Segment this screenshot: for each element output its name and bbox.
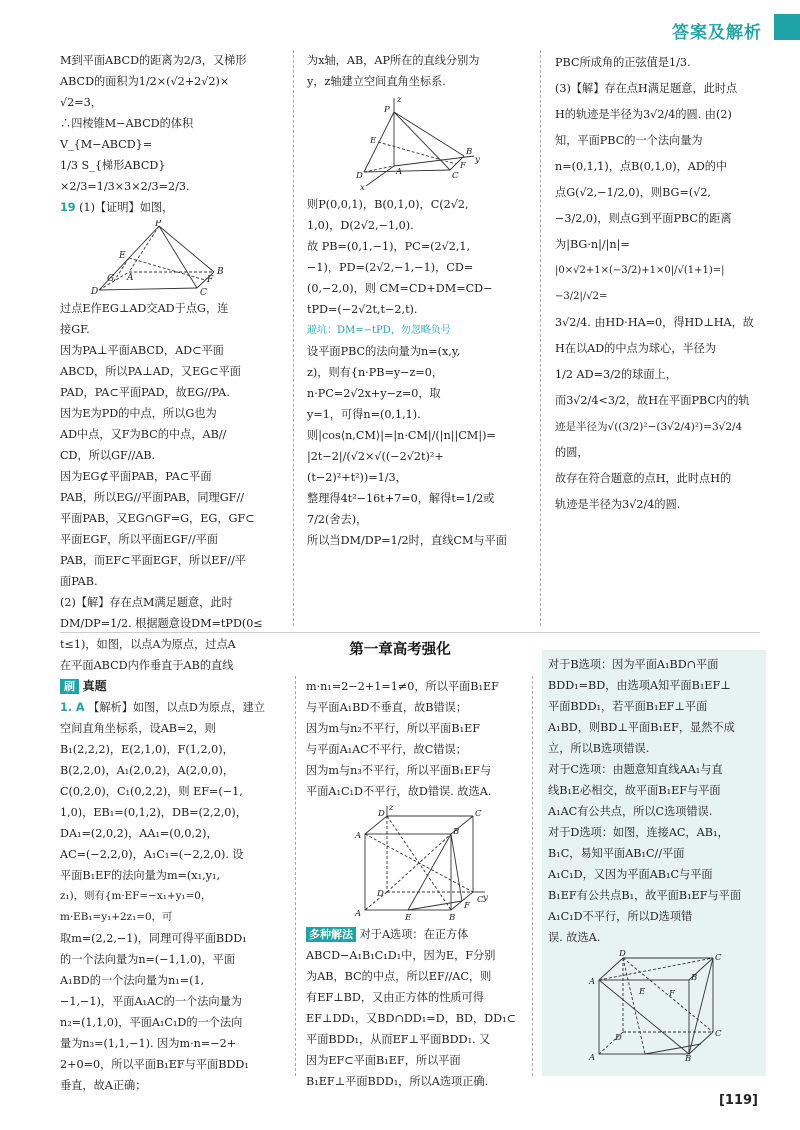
text-line: 垂直，故A正确； bbox=[60, 1079, 147, 1092]
text-line: m·n₁=2−2+1=1≠0，所以平面B₁EF bbox=[306, 680, 499, 693]
page-number: [119] bbox=[718, 1093, 758, 1108]
svg-text:C: C bbox=[475, 809, 482, 819]
section-tag-label: 真题 bbox=[82, 679, 107, 693]
text-line: y=1，可得n=(0,1,1). bbox=[307, 408, 421, 421]
text-line: 取m=(2,2,−1)，同理可得平面BDD₁ bbox=[60, 932, 247, 945]
svg-text:y: y bbox=[475, 155, 480, 165]
svg-text:F: F bbox=[207, 275, 214, 285]
text-line: BDD₁=BD，由选项A知平面B₁EF⊥ bbox=[548, 679, 731, 692]
svg-text:B: B bbox=[691, 973, 698, 983]
svg-text:D: D bbox=[619, 950, 626, 959]
text-line: 整理得4t²−16t+7=0，解得t=1/2或 bbox=[307, 492, 495, 505]
bottom-column-1 bbox=[60, 676, 284, 1096]
text-line: C(0,2,0)，C₁(0,2,2)，则 EF=(−1, bbox=[60, 785, 243, 798]
svg-text:D: D bbox=[377, 889, 384, 899]
text-line: 的一个法向量为n=(−1,1,0)，平面 bbox=[60, 953, 236, 966]
text-line: 1/2 AD=3/2的球面上， bbox=[555, 368, 677, 381]
svg-text:x: x bbox=[360, 183, 365, 192]
cube-figure-2 bbox=[579, 950, 729, 1062]
multi-method-tag: 多种解法 bbox=[306, 927, 356, 942]
text-line: 对于A选项：在正方体 bbox=[359, 928, 469, 941]
text-line: 因为E为PD的中点，所以G也为 bbox=[60, 407, 217, 420]
svg-text:y: y bbox=[483, 893, 488, 903]
text-line: −1)，PD=(2√2,−1,−1)，CD= bbox=[307, 261, 474, 274]
text-line: ∴四棱锥M−ABCD的体积V_{M−ABCD}= bbox=[60, 117, 194, 151]
svg-text:F: F bbox=[669, 989, 675, 999]
svg-text:D: D bbox=[615, 1033, 622, 1043]
svg-text:C: C bbox=[715, 1029, 722, 1039]
text-line: n₂=(1,1,0)，平面A₁C₁D的一个法向 bbox=[60, 1016, 243, 1029]
text-line: DM/DP=1/2. 根据题意设DM=tPD(0≤ bbox=[60, 617, 263, 630]
text-line: AC=(−2,2,0)，A₁C₁=(−2,2,0). 设 bbox=[60, 848, 244, 861]
text-line: 因为m与n₂不平行，所以平面B₁EF bbox=[306, 722, 480, 735]
column-divider bbox=[540, 50, 541, 626]
svg-text:C: C bbox=[477, 895, 484, 905]
svg-text:D: D bbox=[356, 171, 363, 181]
svg-text:P: P bbox=[384, 105, 390, 115]
text-line: B₁C，易知平面AB₁C//平面 bbox=[548, 847, 685, 860]
text-line: EF⊥DD₁，又BD∩DD₁=D，BD，DD₁⊂ bbox=[306, 1012, 516, 1025]
text-line: 【解析】如图，以点D为原点，建立 bbox=[88, 701, 265, 714]
text-line: 为AB，BC的中点，所以EF//AC，则 bbox=[306, 970, 492, 983]
page-header bbox=[500, 0, 800, 44]
svg-text:C: C bbox=[715, 953, 722, 963]
text-line: 线B₁E必相交，故平面B₁EF与平面 bbox=[548, 784, 721, 797]
text-line: 而3√2/4<3/2，故H在平面PBC内的轨 bbox=[555, 394, 750, 407]
text-line: 3√2/4. 由HD·HA=0，得HD⊥HA，故 bbox=[555, 316, 754, 329]
svg-text:E: E bbox=[370, 136, 377, 146]
text-line: CD，所以GF//AB. bbox=[60, 449, 156, 462]
text-line: 故存在符合题意的点H，此时点H的 bbox=[555, 472, 732, 485]
text-line: B₁EF有公共点B₁，故平面B₁EF与平面 bbox=[548, 889, 742, 902]
text-line: H在以AD的中点为球心，半径为 bbox=[555, 342, 717, 355]
question-number: 1. A bbox=[60, 701, 85, 714]
text-line: H的轨迹是半径为3√2/4的圆. 由(2) bbox=[555, 108, 732, 121]
coordinate-pyramid-figure bbox=[332, 94, 482, 192]
svg-text:A: A bbox=[127, 273, 134, 283]
text-line: 点G(√2,−1/2,0)，则BG=(√2, bbox=[555, 186, 711, 199]
text-line: 因为m与n₃不平行，所以平面B₁EF与 bbox=[306, 764, 492, 777]
text-line: M到平面ABCD的距离为2/3，又梯形 bbox=[60, 54, 247, 67]
header-title: 答案及解析 bbox=[672, 23, 762, 43]
svg-text:E: E bbox=[119, 251, 126, 261]
text-line: 则P(0,0,1)，B(0,1,0)，C(2√2, bbox=[307, 198, 469, 211]
text-line: 平面A₁C₁D不平行，故D错误. 故选A. bbox=[306, 785, 492, 798]
text-line: A₁BD的一个法向量为n₁=(1, bbox=[60, 974, 205, 987]
svg-text:A: A bbox=[589, 1053, 596, 1062]
text-line: AD中点，又F为BC的中点，AB// bbox=[60, 428, 227, 441]
text-line: tPD=(−2√2t,t−2,t). bbox=[307, 303, 418, 316]
svg-text:D: D bbox=[378, 809, 385, 819]
text-line: 误. 故选A. bbox=[548, 931, 601, 944]
text-line: 平面BDD₁，若平面B₁EF⊥平面 bbox=[548, 700, 708, 713]
text-line: 设平面PBC的法向量为n=(x,y, bbox=[307, 345, 461, 358]
text-line: 与平面A₁BD不垂直，故B错误； bbox=[306, 701, 468, 714]
text-line: 知，平面PBC的一个法向量为 bbox=[555, 134, 703, 147]
text-line: 1/3 S_{梯形ABCD}×2/3=1/3×3×2/3=2/3. bbox=[60, 159, 190, 193]
svg-text:P: P bbox=[155, 220, 162, 229]
svg-text:B: B bbox=[466, 147, 473, 157]
text-line: 1,0)，EB₁=(0,1,2)，DB=(2,2,0)， bbox=[60, 806, 247, 819]
svg-text:A: A bbox=[355, 909, 362, 919]
text-line: 则|cos⟨n,CM⟩|=|n·CM|/(|n||CM|)= bbox=[307, 429, 496, 442]
column-divider bbox=[532, 676, 533, 1076]
text-line: 因为EF⊂平面B₁EF，所以平面 bbox=[306, 1054, 461, 1067]
text-line: 的圆， bbox=[555, 446, 589, 459]
text-line: 平面PAB，又EG∩GF=G，EG，GF⊂ bbox=[60, 512, 255, 525]
text-line: ABCD，所以PA⊥AD，又EG⊂平面 bbox=[60, 365, 241, 378]
text-line: 与平面A₁AC不平行，故C错误； bbox=[306, 743, 467, 756]
text-line: 接GF. bbox=[60, 323, 90, 336]
text-line: 对于C选项：由题意知直线AA₁与直 bbox=[548, 763, 723, 776]
text-line: 对于D选项：如图，连接AC，AB₁， bbox=[548, 826, 729, 839]
text-line: |2t−2|/(√2×√((−2√2t)²+(t−2)²+t²))=1/3， bbox=[307, 450, 444, 484]
text-line: 为|BG·n|/|n|= bbox=[555, 238, 630, 251]
text-line: 轨迹是半径为3√2/4的圆. bbox=[555, 498, 681, 511]
svg-text:E: E bbox=[405, 913, 412, 922]
text-line: 过点E作EG⊥AD交AD于点G，连 bbox=[60, 302, 229, 315]
column-divider bbox=[293, 50, 294, 626]
text-line: 对于B选项：因为平面A₁BD∩平面 bbox=[548, 658, 719, 671]
cube-figure bbox=[341, 804, 491, 922]
text-line: 平面B₁EF的法向量为m=(x₁,y₁, bbox=[60, 869, 221, 882]
svg-text:B: B bbox=[453, 827, 460, 837]
text-line: 因为EG⊄平面PAB，PA⊂平面 bbox=[60, 470, 212, 483]
text-line: −1,−1)，平面A₁AC的一个法向量为 bbox=[60, 995, 242, 1008]
text-line: A₁C₁D不平行，所以D选项错 bbox=[548, 910, 693, 923]
bottom-column-2 bbox=[306, 676, 526, 1092]
top-column-1 bbox=[60, 50, 278, 676]
question-19-heading bbox=[60, 197, 278, 218]
text-line: 在平面ABCD内作垂直于AB的直线 bbox=[60, 659, 234, 672]
text-line: PBC所成角的正弦值是1/3. bbox=[555, 56, 691, 69]
top-column-2 bbox=[307, 50, 507, 551]
text-line: ABCD的面积为1/2×(√2+2√2)× bbox=[60, 75, 230, 88]
svg-text:A: A bbox=[589, 977, 596, 987]
text-line: 2+0=0，所以平面B₁EF与平面BDD₁ bbox=[60, 1058, 249, 1071]
text-line: 量为n₃=(1,1,−1). 因为m·n=−2+ bbox=[60, 1037, 237, 1050]
svg-text:z: z bbox=[397, 95, 402, 105]
svg-text:F: F bbox=[464, 901, 470, 911]
text-line: √2=3， bbox=[60, 96, 102, 109]
text-line: A₁AC有公共点，所以C选项错误. bbox=[548, 805, 713, 818]
text-line: z₁)，则有{m·EF=−x₁+y₁=0，m·EB₁=y₁+2z₁=0，可 bbox=[60, 890, 212, 923]
text-line: PAB，而EF⊂平面EGF，所以EF//平 bbox=[60, 554, 246, 567]
section-divider bbox=[60, 632, 760, 633]
section-tag: 刷 bbox=[60, 679, 79, 694]
text-line: A₁C₁D，又因为平面AB₁C与平面 bbox=[548, 868, 713, 881]
top-column-3 bbox=[555, 50, 755, 518]
text-line: 故 PB=(0,1,−1)，PC=(2√2,1, bbox=[307, 240, 471, 253]
answer-line bbox=[60, 697, 284, 718]
svg-text:B: B bbox=[449, 913, 456, 922]
text-line: 平面EGF，所以平面EGF//平面 bbox=[60, 533, 218, 546]
text-line: 为x轴，AB，AP所在的直线分别为 bbox=[307, 54, 480, 67]
text-line: 面PAB. bbox=[60, 575, 98, 588]
svg-text:E: E bbox=[639, 987, 646, 997]
svg-text:B: B bbox=[217, 267, 224, 277]
question-number: 19 bbox=[60, 201, 76, 214]
header-accent-bar bbox=[774, 14, 800, 40]
text-line: −3/2,0)，则点G到平面PBC的距离 bbox=[555, 212, 732, 225]
method-line bbox=[306, 924, 526, 945]
text-line: 7/2(舍去)， bbox=[307, 513, 368, 526]
text-line: n=(0,1,1)，点B(0,1,0)，AD的中 bbox=[555, 160, 728, 173]
text-line: |0×√2+1×(−3/2)+1×0|/√(1+1)=|−3/2|/√2= bbox=[555, 265, 725, 302]
svg-text:z: z bbox=[389, 804, 394, 813]
svg-text:C: C bbox=[452, 171, 459, 181]
text-line: PAB，所以EG//平面PAB，同理GF// bbox=[60, 491, 244, 504]
question-head: (1)【证明】如图， bbox=[79, 201, 174, 214]
text-line: ABCD−A₁B₁C₁D₁中，因为E，F分别 bbox=[306, 949, 496, 962]
text-line: 立，所以B选项错误. bbox=[548, 742, 650, 755]
text-line: (2)【解】存在点M满足题意，此时 bbox=[60, 596, 233, 609]
svg-text:D: D bbox=[91, 287, 99, 296]
svg-text:B: B bbox=[685, 1054, 692, 1062]
text-line: (3)【解】存在点H满足题意，此时点 bbox=[555, 82, 738, 95]
text-line: 空间直角坐标系，设AB=2，则 bbox=[60, 722, 216, 735]
svg-text:A: A bbox=[355, 831, 362, 841]
text-line: t≤1)，如图，以点A为原点，过点A bbox=[60, 638, 236, 651]
text-line: 因为PA⊥平面ABCD，AD⊂平面 bbox=[60, 344, 224, 357]
real-exam-heading bbox=[60, 676, 284, 697]
text-line: B(2,2,0)，A₁(2,0,2)，A(2,0,0)， bbox=[60, 764, 235, 777]
svg-text:A: A bbox=[396, 167, 403, 177]
section-title: 第一章高考强化 bbox=[349, 642, 451, 658]
column-divider bbox=[295, 676, 296, 1076]
text-line: DA₁=(2,0,2)，AA₁=(0,0,2)， bbox=[60, 827, 218, 840]
text-line: 有EF⊥BD，又由正方体的性质可得 bbox=[306, 991, 484, 1004]
text-line: y，z轴建立空间直角坐标系. bbox=[307, 75, 446, 88]
text-line: 平面BDD₁，从而EF⊥平面BDD₁. 又 bbox=[306, 1033, 491, 1046]
text-line: 所以当DM/DP=1/2时，直线CM与平面 bbox=[307, 534, 507, 547]
text-line: B₁(2,2,2)，E(2,1,0)，F(1,2,0)， bbox=[60, 743, 234, 756]
text-line: PAD，PA⊂平面PAD，故EG//PA. bbox=[60, 386, 230, 399]
pyramid-figure bbox=[89, 220, 249, 296]
svg-text:C: C bbox=[200, 288, 207, 296]
pitfall-tip: 避坑：DM=−tPD，勿忽略负号 bbox=[307, 325, 451, 336]
svg-text:F: F bbox=[460, 161, 466, 171]
text-line: (0,−2,0)，则 CM=CD+DM=CD− bbox=[307, 282, 493, 295]
bottom-column-3 bbox=[542, 650, 766, 1076]
text-line: 迹是半径为√((3/2)²−(3√2/4)²)=3√2/4 bbox=[555, 421, 743, 433]
svg-text:G: G bbox=[107, 274, 115, 284]
text-line: B₁EF⊥平面BDD₁，所以A选项正确. bbox=[306, 1075, 489, 1088]
text-line: 1,0)，D(2√2,−1,0). bbox=[307, 219, 414, 232]
text-line: A₁BD，则BD⊥平面B₁EF，显然不成 bbox=[548, 721, 735, 734]
text-line: z)，则有{n·PB=y−z=0，n·PC=2√2x+y−z=0，取 bbox=[307, 366, 444, 400]
